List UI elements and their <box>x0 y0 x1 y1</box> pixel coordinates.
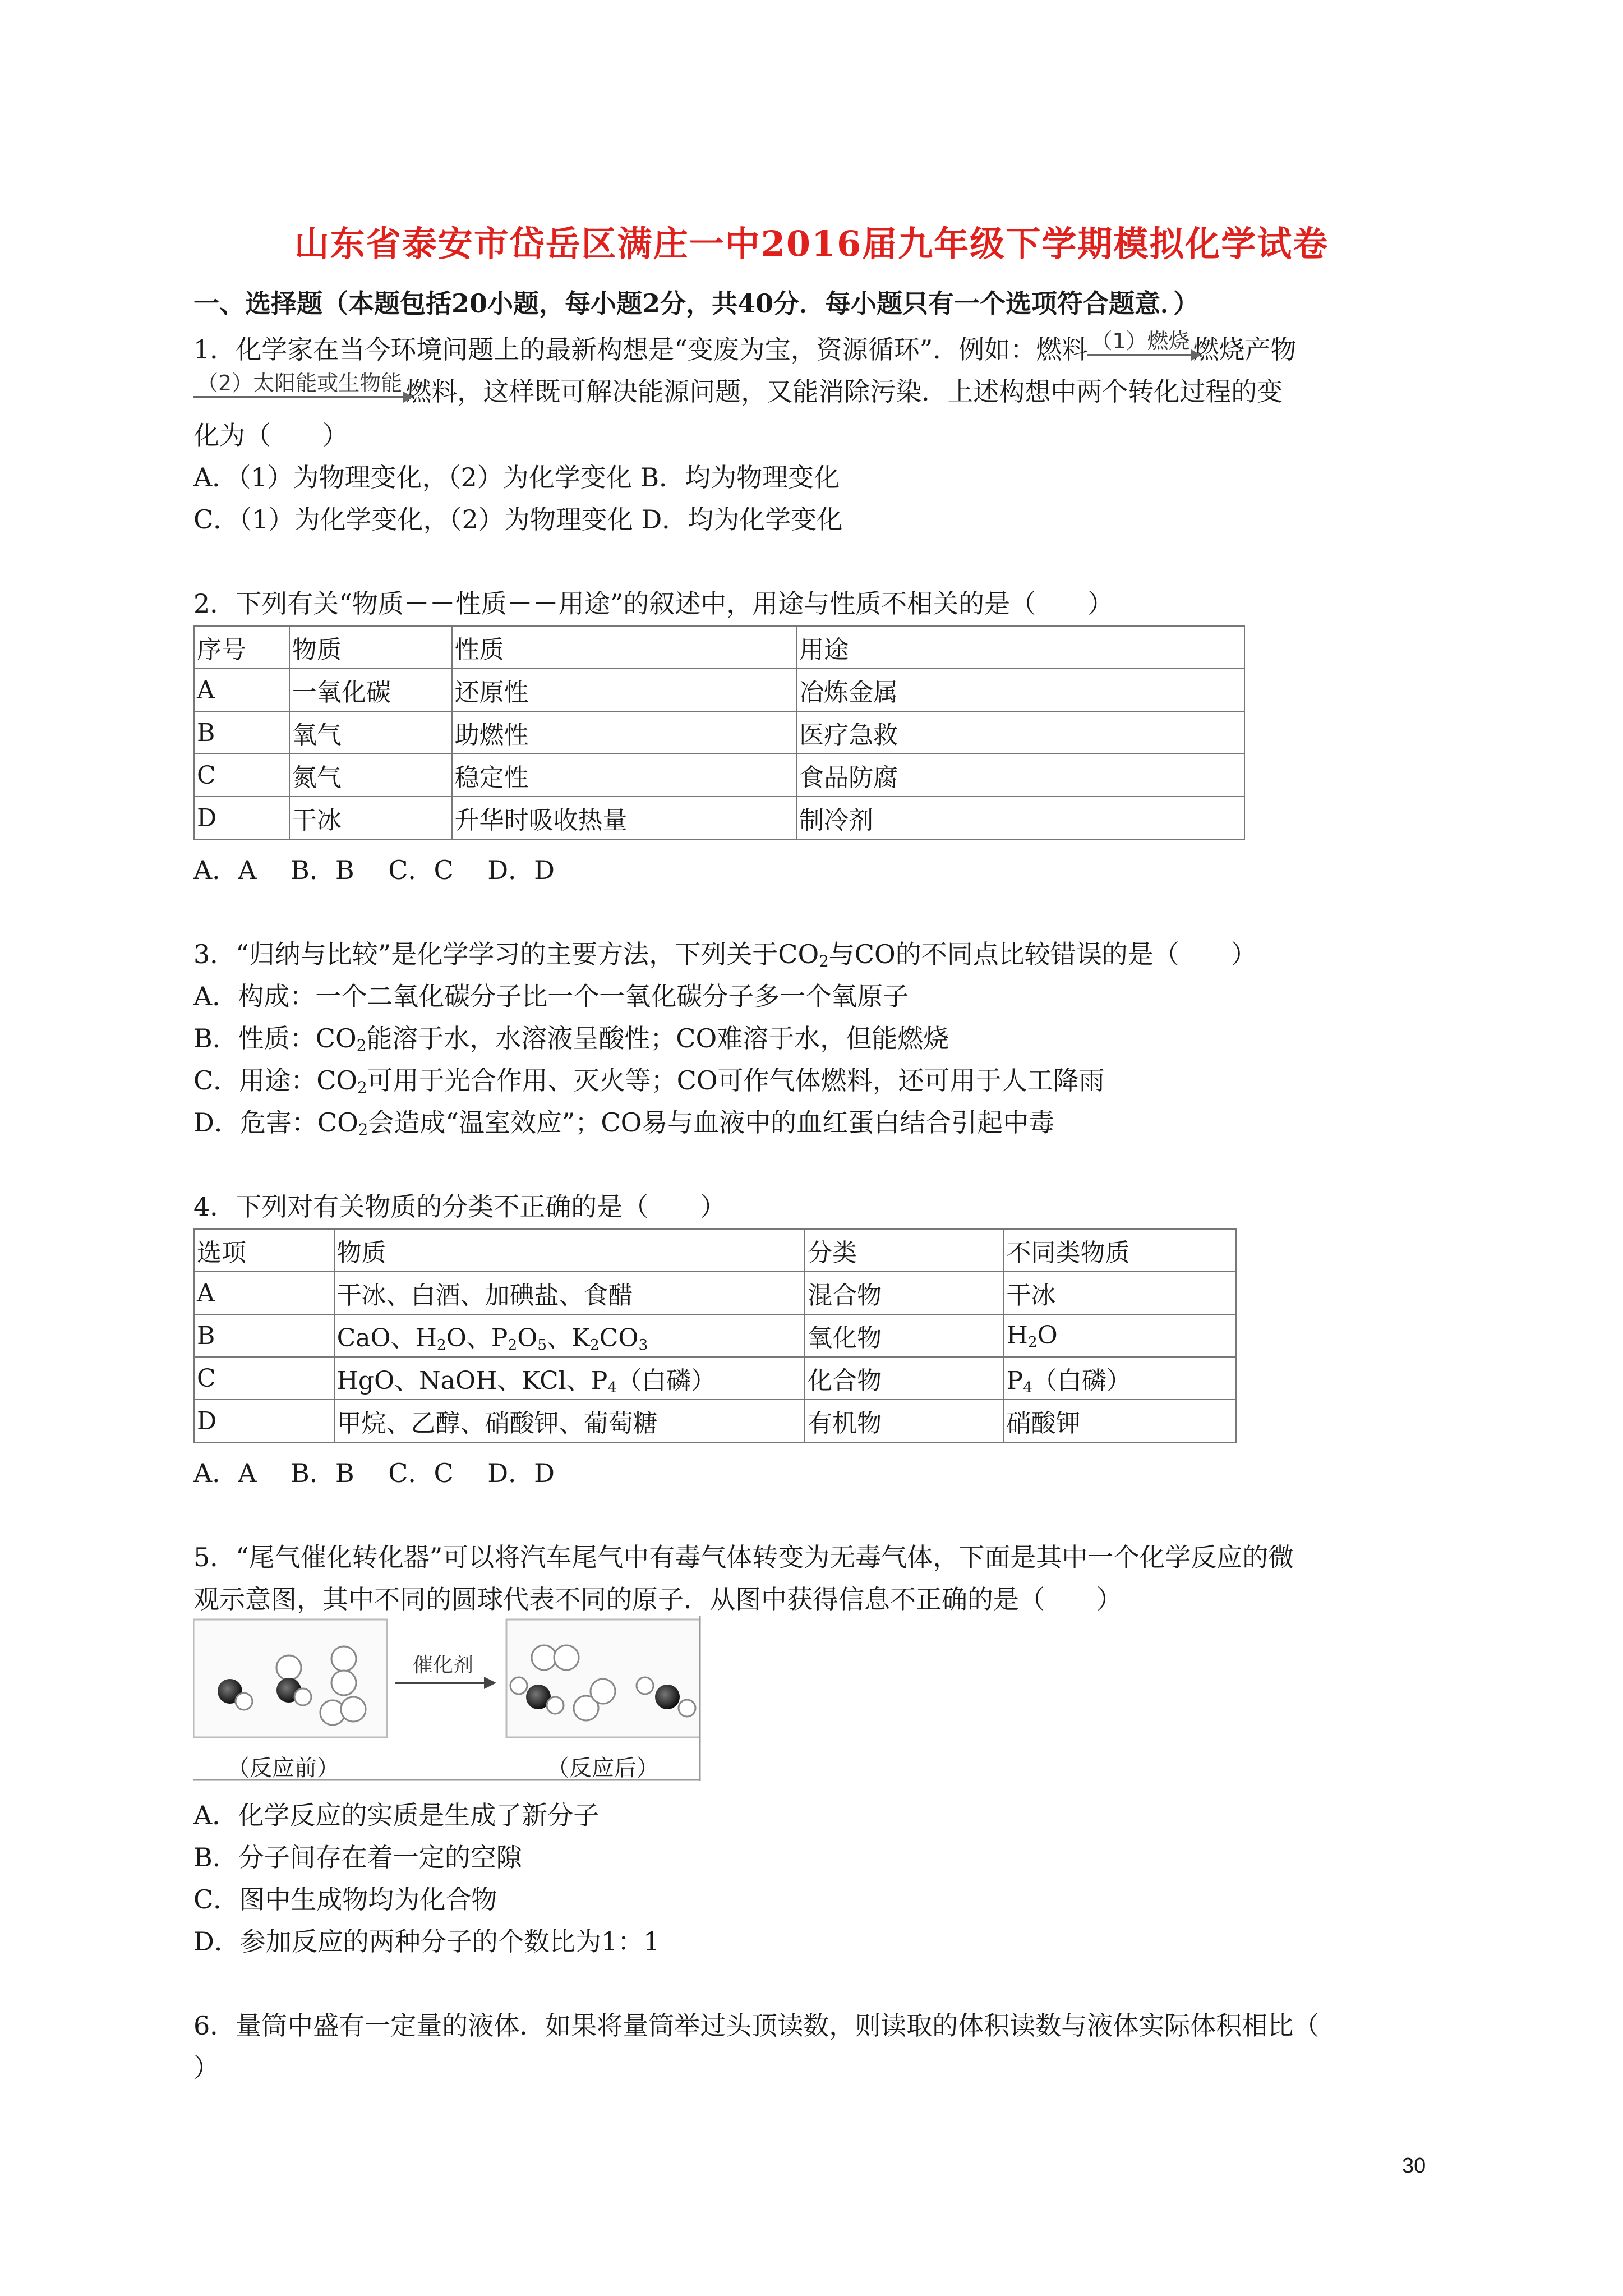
table-cell: 分类 <box>805 1229 1003 1272</box>
q3-option-a: A．构成：一个二氧化碳分子比一个一氧化碳分子多一个氧原子 <box>193 981 909 1011</box>
q3-option-d <box>193 1102 1054 1139</box>
sub: 2 <box>508 1336 518 1354</box>
formula-part: （白磷） <box>617 1366 716 1395</box>
table-cell: 一氧化碳 <box>289 669 452 711</box>
table-cell: 干冰、白酒、加碘盐、食醋 <box>334 1272 805 1314</box>
table-row <box>194 1400 1236 1442</box>
table-cell: B <box>194 1314 334 1357</box>
q1-line3: 化为（ ） <box>193 420 348 450</box>
sub: 4 <box>607 1379 617 1396</box>
q4-table <box>193 1228 1237 1443</box>
sub: 2 <box>1027 1333 1038 1351</box>
q3-c-a: C．用途：CO <box>193 1065 358 1096</box>
q3-stem <box>193 934 1257 971</box>
sub: 2 <box>436 1336 446 1354</box>
table-cell: D <box>194 1400 334 1442</box>
table-row <box>194 1314 1236 1357</box>
q5-option-d: D．参加反应的两种分子的个数比为1：1 <box>193 1926 660 1957</box>
table-cell: 还原性 <box>452 669 796 711</box>
table-cell: 氧化物 <box>805 1314 1003 1357</box>
q1-line1 <box>193 328 1297 366</box>
sub: 2 <box>819 952 829 970</box>
table-cell: C <box>194 754 289 797</box>
table-cell <box>334 1357 805 1400</box>
table-cell: 干冰 <box>1004 1272 1237 1314</box>
table-cell <box>1004 1314 1237 1357</box>
q3-c-b: 可用于光合作用、灭火等；CO可作气体燃料，还可用于人工降雨 <box>367 1065 1105 1096</box>
table-row <box>194 754 1244 797</box>
table-cell: 物质 <box>289 626 452 669</box>
arrow-solar: （2）太阳能或生物能 <box>193 370 405 398</box>
q4-options: A．A B．B C．C D．D <box>193 1458 555 1488</box>
table-cell: 序号 <box>194 626 289 669</box>
table-cell: 干冰 <box>289 797 452 839</box>
table-cell: 有机物 <box>805 1400 1003 1442</box>
table-cell <box>334 1314 805 1357</box>
q3-option-b <box>193 1018 949 1055</box>
q1-options-ab: A．（1）为物理变化，（2）为化学变化 B．均为物理变化 <box>193 462 840 493</box>
table-cell: D <box>194 797 289 839</box>
table-cell: 助燃性 <box>452 711 796 754</box>
table-row <box>194 711 1244 754</box>
table-cell: 用途 <box>796 626 1244 669</box>
sub: 5 <box>537 1336 547 1354</box>
formula-part: O <box>517 1324 538 1352</box>
q2-options: A．A B．B C．C D．D <box>193 855 555 885</box>
q1-text-b: 燃烧产物 <box>1193 334 1297 365</box>
table-row <box>194 797 1244 839</box>
formula-part: CO <box>599 1324 639 1352</box>
table-cell: 不同类物质 <box>1004 1229 1237 1272</box>
table-cell: C <box>194 1357 334 1400</box>
table-cell: 食品防腐 <box>796 754 1244 797</box>
after-label: （反应后） <box>547 1755 659 1781</box>
table-cell: 制冷剂 <box>796 797 1244 839</box>
table-cell: B <box>194 711 289 754</box>
q2-stem: 2．下列有关“物质－－性质－－用途”的叙述中，用途与性质不相关的是（ ） <box>193 588 1114 619</box>
table-row <box>194 626 1244 669</box>
q5-option-b: B．分子间存在着一定的空隙 <box>193 1842 522 1872</box>
page-number: 30 <box>1402 2154 1426 2178</box>
table-cell: 冶炼金属 <box>796 669 1244 711</box>
q1-options-cd: C．（1）为化学变化，（2）为物理变化 D．均为化学变化 <box>193 504 843 535</box>
q3-stem-b: 与CO的不同点比较错误的是（ ） <box>828 939 1257 969</box>
table-row <box>194 1272 1236 1314</box>
table-cell: 化合物 <box>805 1357 1003 1400</box>
q3-b-b: 能溶于水，水溶液呈酸性；CO难溶于水，但能燃烧 <box>366 1023 949 1053</box>
arrow-head <box>484 1677 496 1689</box>
table-row <box>194 1229 1236 1272</box>
q5-line2: 观示意图，其中不同的圆球代表不同的原子．从图中获得信息不正确的是（ ） <box>193 1584 1122 1614</box>
sub: 4 <box>1023 1379 1032 1396</box>
sub: 2 <box>356 1036 367 1055</box>
q5-option-a: A．化学反应的实质是生成了新分子 <box>193 1800 600 1830</box>
q1-text-c: 燃料，这样既可解决能源问题，又能消除污染．上述构想中两个转化过程的变 <box>405 376 1283 407</box>
page-title: 山东省泰安市岱岳区满庄一中2016届九年级下学期模拟化学试卷 <box>294 223 1329 264</box>
formula-part: H <box>1006 1320 1028 1350</box>
table-cell: 选项 <box>194 1229 334 1272</box>
q3-b-a: B．性质：CO <box>193 1023 357 1053</box>
table-cell: 硝酸钾 <box>1004 1400 1237 1442</box>
section-heading: 一、选择题（本题包括20小题，每小题2分，共40分．每小题只有一个选项符合题意．） <box>193 288 1200 319</box>
formula-part: （白磷） <box>1032 1366 1131 1395</box>
q6-line2: ） <box>193 2053 219 2083</box>
q3-option-c <box>193 1060 1105 1097</box>
table-cell: 物质 <box>334 1229 805 1272</box>
table-row <box>194 1357 1236 1400</box>
formula-part: O <box>1037 1320 1058 1350</box>
q1-line2 <box>193 370 1283 408</box>
table-cell <box>1004 1357 1237 1400</box>
sub: 2 <box>358 1120 368 1139</box>
table-cell: 混合物 <box>805 1272 1003 1314</box>
table-cell: A <box>194 1272 334 1314</box>
arrow-burn: （1）燃烧 <box>1087 328 1193 356</box>
q5-line1: 5．“尾气催化转化器”可以将汽车尾气中有毒气体转变为无毒气体，下面是其中一个化学反应的微 <box>193 1542 1294 1572</box>
formula-part: O、P <box>446 1324 508 1352</box>
table-cell: A <box>194 669 289 711</box>
q6-line1: 6．量筒中盛有一定量的液体．如果将量筒举过头顶读数，则读取的体积读数与液体实际体积相比（ <box>193 2010 1320 2041</box>
table-row <box>194 669 1244 711</box>
catalyst-label: 催化剂 <box>412 1654 474 1677</box>
formula-part: HgO、NaOH、KCl、P <box>336 1366 608 1395</box>
sub: 2 <box>357 1078 367 1097</box>
q1-text-a: 1．化学家在当今环境问题上的最新构想是“变废为宝，资源循环”．例如：燃料 <box>193 334 1088 365</box>
q3-d-b: 会造成“温室效应”；CO易与血液中的血红蛋白结合引起中毒 <box>368 1107 1055 1138</box>
before-label: （反应前） <box>227 1755 339 1781</box>
table-cell: 性质 <box>452 626 796 669</box>
table-cell: 医疗急救 <box>796 711 1244 754</box>
table-cell: 甲烷、乙醇、硝酸钾、葡萄糖 <box>334 1400 805 1442</box>
table-cell: 氮气 <box>289 754 452 797</box>
formula-part: 、K <box>547 1324 590 1352</box>
q5-option-c: C．图中生成物均为化合物 <box>193 1884 497 1915</box>
q3-stem-a: 3．“归纳与比较”是化学学习的主要方法，下列关于CO <box>193 939 819 969</box>
sub: 3 <box>638 1336 648 1354</box>
formula-part: CaO、H <box>336 1324 437 1352</box>
reaction-diagram <box>193 1613 707 1781</box>
q2-table <box>193 625 1245 840</box>
q4-stem: 4．下列对有关物质的分类不正确的是（ ） <box>193 1191 726 1222</box>
table-cell: 氧气 <box>289 711 452 754</box>
sub: 2 <box>589 1336 600 1354</box>
table-cell: 升华时吸收热量 <box>452 797 796 839</box>
table-cell: 稳定性 <box>452 754 796 797</box>
q3-d-a: D．危害：CO <box>193 1107 358 1138</box>
formula-part: P <box>1006 1366 1023 1395</box>
